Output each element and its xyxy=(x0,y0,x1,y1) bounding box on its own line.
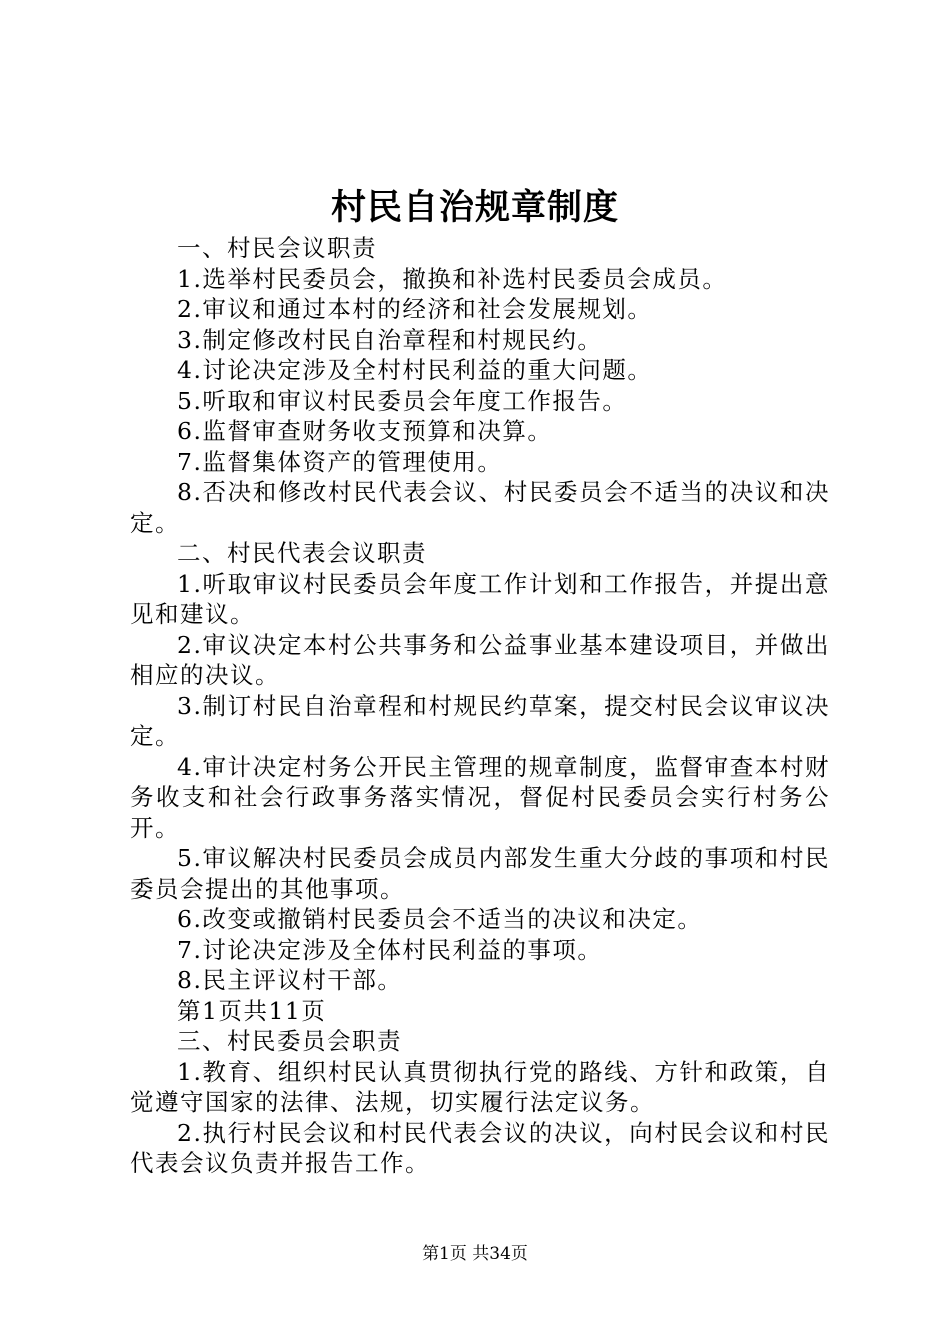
section-heading: 一、村民会议职责 xyxy=(177,234,377,262)
list-item: 1.选举村民委员会，撤换和补选村民委员会成员。 xyxy=(177,264,728,293)
section-heading: 三、村民委员会职责 xyxy=(177,1027,402,1055)
list-item: 1.教育、组织村民认真贯彻执行党的路线、方针和政策，自觉遵守国家的法律、法规，切实履行法定议务。 xyxy=(130,1057,830,1116)
section-heading: 二、村民代表会议职责 xyxy=(177,539,427,567)
list-item: 2.审议和通过本村的经济和社会发展规划。 xyxy=(177,295,653,323)
list-item: 2.执行村民会议和村民代表会议的决议，向村民会议和村民代表会议负责并报告工作。 xyxy=(130,1118,830,1177)
inline-page-marker: 第1页共11页 xyxy=(177,996,327,1025)
list-item: 7.讨论决定涉及全体村民利益的事项。 xyxy=(177,935,603,964)
list-item: 4.审计决定村务公开民主管理的规章制度，监督审查本村财务收支和社会行政事务落实情况，督促村民委员会实行村务公开。 xyxy=(130,752,830,842)
list-item: 8.民主评议村干部。 xyxy=(177,966,403,994)
list-item: 3.制订村民自治章程和村规民约草案，提交村民会议审议决定。 xyxy=(130,691,830,750)
list-item: 8.否决和修改村民代表会议、村民委员会不适当的决议和决定。 xyxy=(130,478,830,537)
list-item: 1.听取审议村民委员会年度工作计划和工作报告，并提出意见和建议。 xyxy=(130,569,830,628)
list-item: 7.监督集体资产的管理使用。 xyxy=(177,447,503,476)
list-item: 6.监督审查财务收支预算和决算。 xyxy=(177,417,553,445)
list-item: 4.讨论决定涉及全村村民利益的重大问题。 xyxy=(177,356,653,384)
list-item: 5.审议解决村民委员会成员内部发生重大分歧的事项和村民委员会提出的其他事项。 xyxy=(130,844,830,903)
page-footer: 第1页 共34页 xyxy=(422,1244,528,1264)
list-item: 2.审议决定本村公共事务和公益事业基本建设项目，并做出相应的决议。 xyxy=(130,630,830,689)
document-title: 村民自治规章制度 xyxy=(330,187,619,228)
list-item: 3.制定修改村民自治章程和村规民约。 xyxy=(177,325,603,354)
list-item: 5.听取和审议村民委员会年度工作报告。 xyxy=(177,386,628,415)
document-body xyxy=(130,233,830,1179)
list-item: 6.改变或撤销村民委员会不适当的决议和决定。 xyxy=(177,905,703,933)
